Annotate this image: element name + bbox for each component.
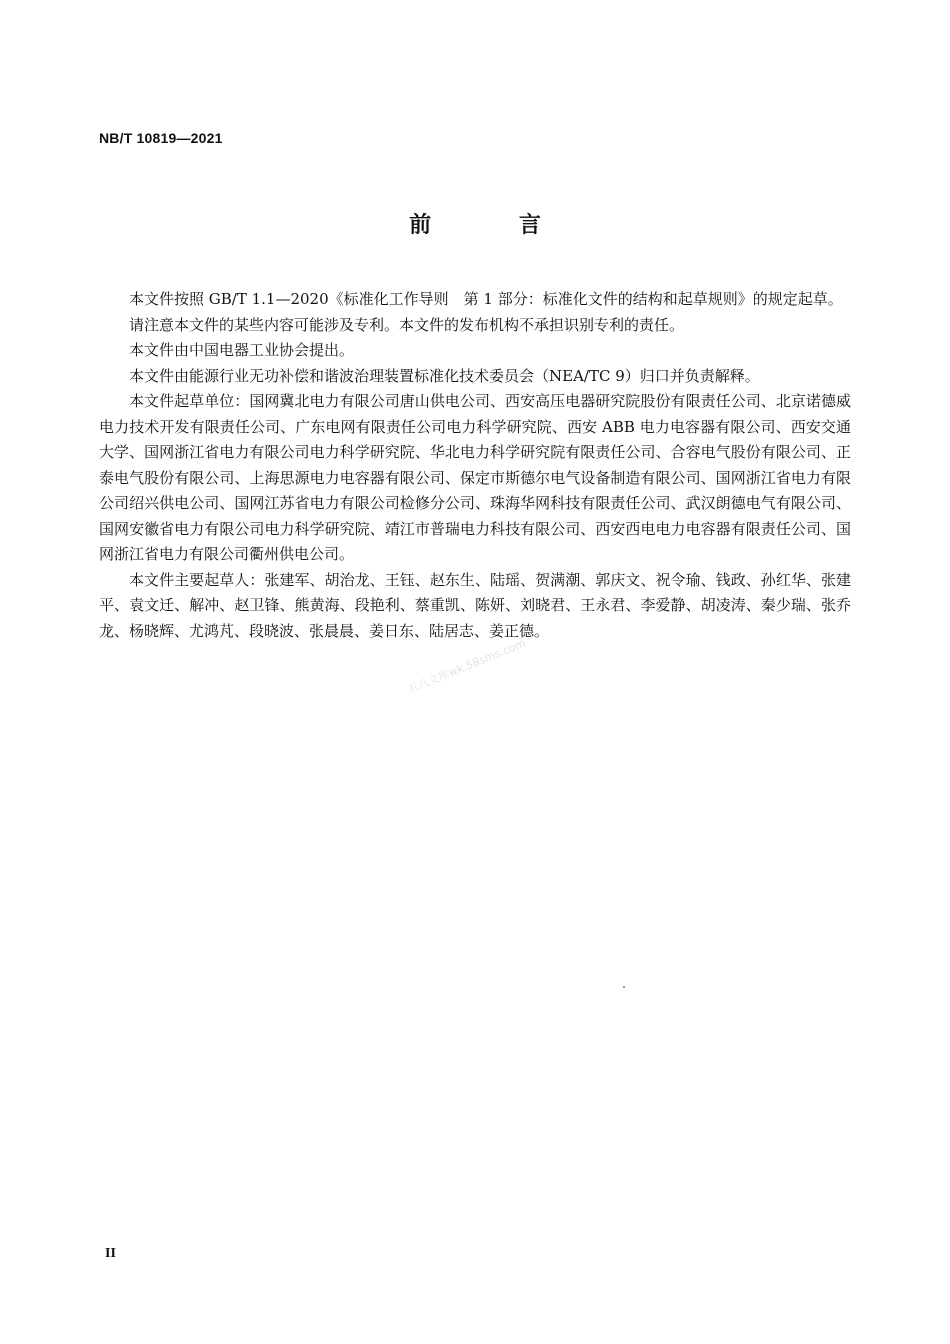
page-title: 前 言 <box>409 213 581 238</box>
standard-code: NB/T 10819—2021 <box>99 130 223 146</box>
watermark: 五八文库wk.58sms.com <box>405 636 528 696</box>
scan-speck <box>623 986 625 988</box>
page-number: II <box>105 1246 116 1261</box>
paragraph-drafters: 本文件主要起草人：张建军、胡治龙、王钰、赵东生、陆瑶、贺满潮、郭庆文、祝令瑜、钱政、孙红华、张建平、袁文迁、解冲、赵卫锋、熊黄海、段艳利、蔡重凯、陈妍、刘晓君、王永君、李爱静、胡凌涛、秦少瑞、张乔龙、杨晓辉、尤鸿芃、段晓波、张晨晨、姜日东、陆居志、姜正德。 <box>99 570 851 640</box>
paragraph-committee: 本文件由能源行业无功补偿和谐波治理装置标准化技术委员会（NEA/TC 9）归口并负责解释。 <box>129 366 760 385</box>
paragraph-drafting-units: 本文件起草单位：国网冀北电力有限公司唐山供电公司、西安高压电器研究院股份有限责任公司、北京诺德威电力技术开发有限责任公司、广东电网有限责任公司电力科学研究院、西安 ABB 电力电容器有限公司、西安交通大学、国网浙江省电力有限公司电力科学研究院、华北电力科学研究院有限责任公司、合容电气股份有限公司、正泰电气股份有限公司、上海思源电力电容器有限公司、保定市斯德尔电气设备制造有限公司、国网浙江省电力有限公司绍兴供电公司、国网江苏省电力有限公司检修分公司、珠海华网科技有限责任公司、武汉朗德电气有限公司、国网安徽省电力有限公司电力科学研究院、靖江市普瑞电力科技有限公司、西安西电电力电容器有限责任公司、国网浙江省电力有限公司衢州供电公司。 <box>99 392 851 563</box>
paragraph-drafting-rules: 本文件按照 GB/T 1.1—2020《标准化工作导则 第 1 部分：标准化文件的结构和起草规则》的规定起草。 <box>129 290 843 308</box>
paragraph-patent-notice: 请注意本文件的某些内容可能涉及专利。本文件的发布机构不承担识别专利的责任。 <box>129 315 685 334</box>
preface-body <box>99 287 851 644</box>
paragraph-proposer: 本文件由中国电器工业协会提出。 <box>129 341 355 359</box>
